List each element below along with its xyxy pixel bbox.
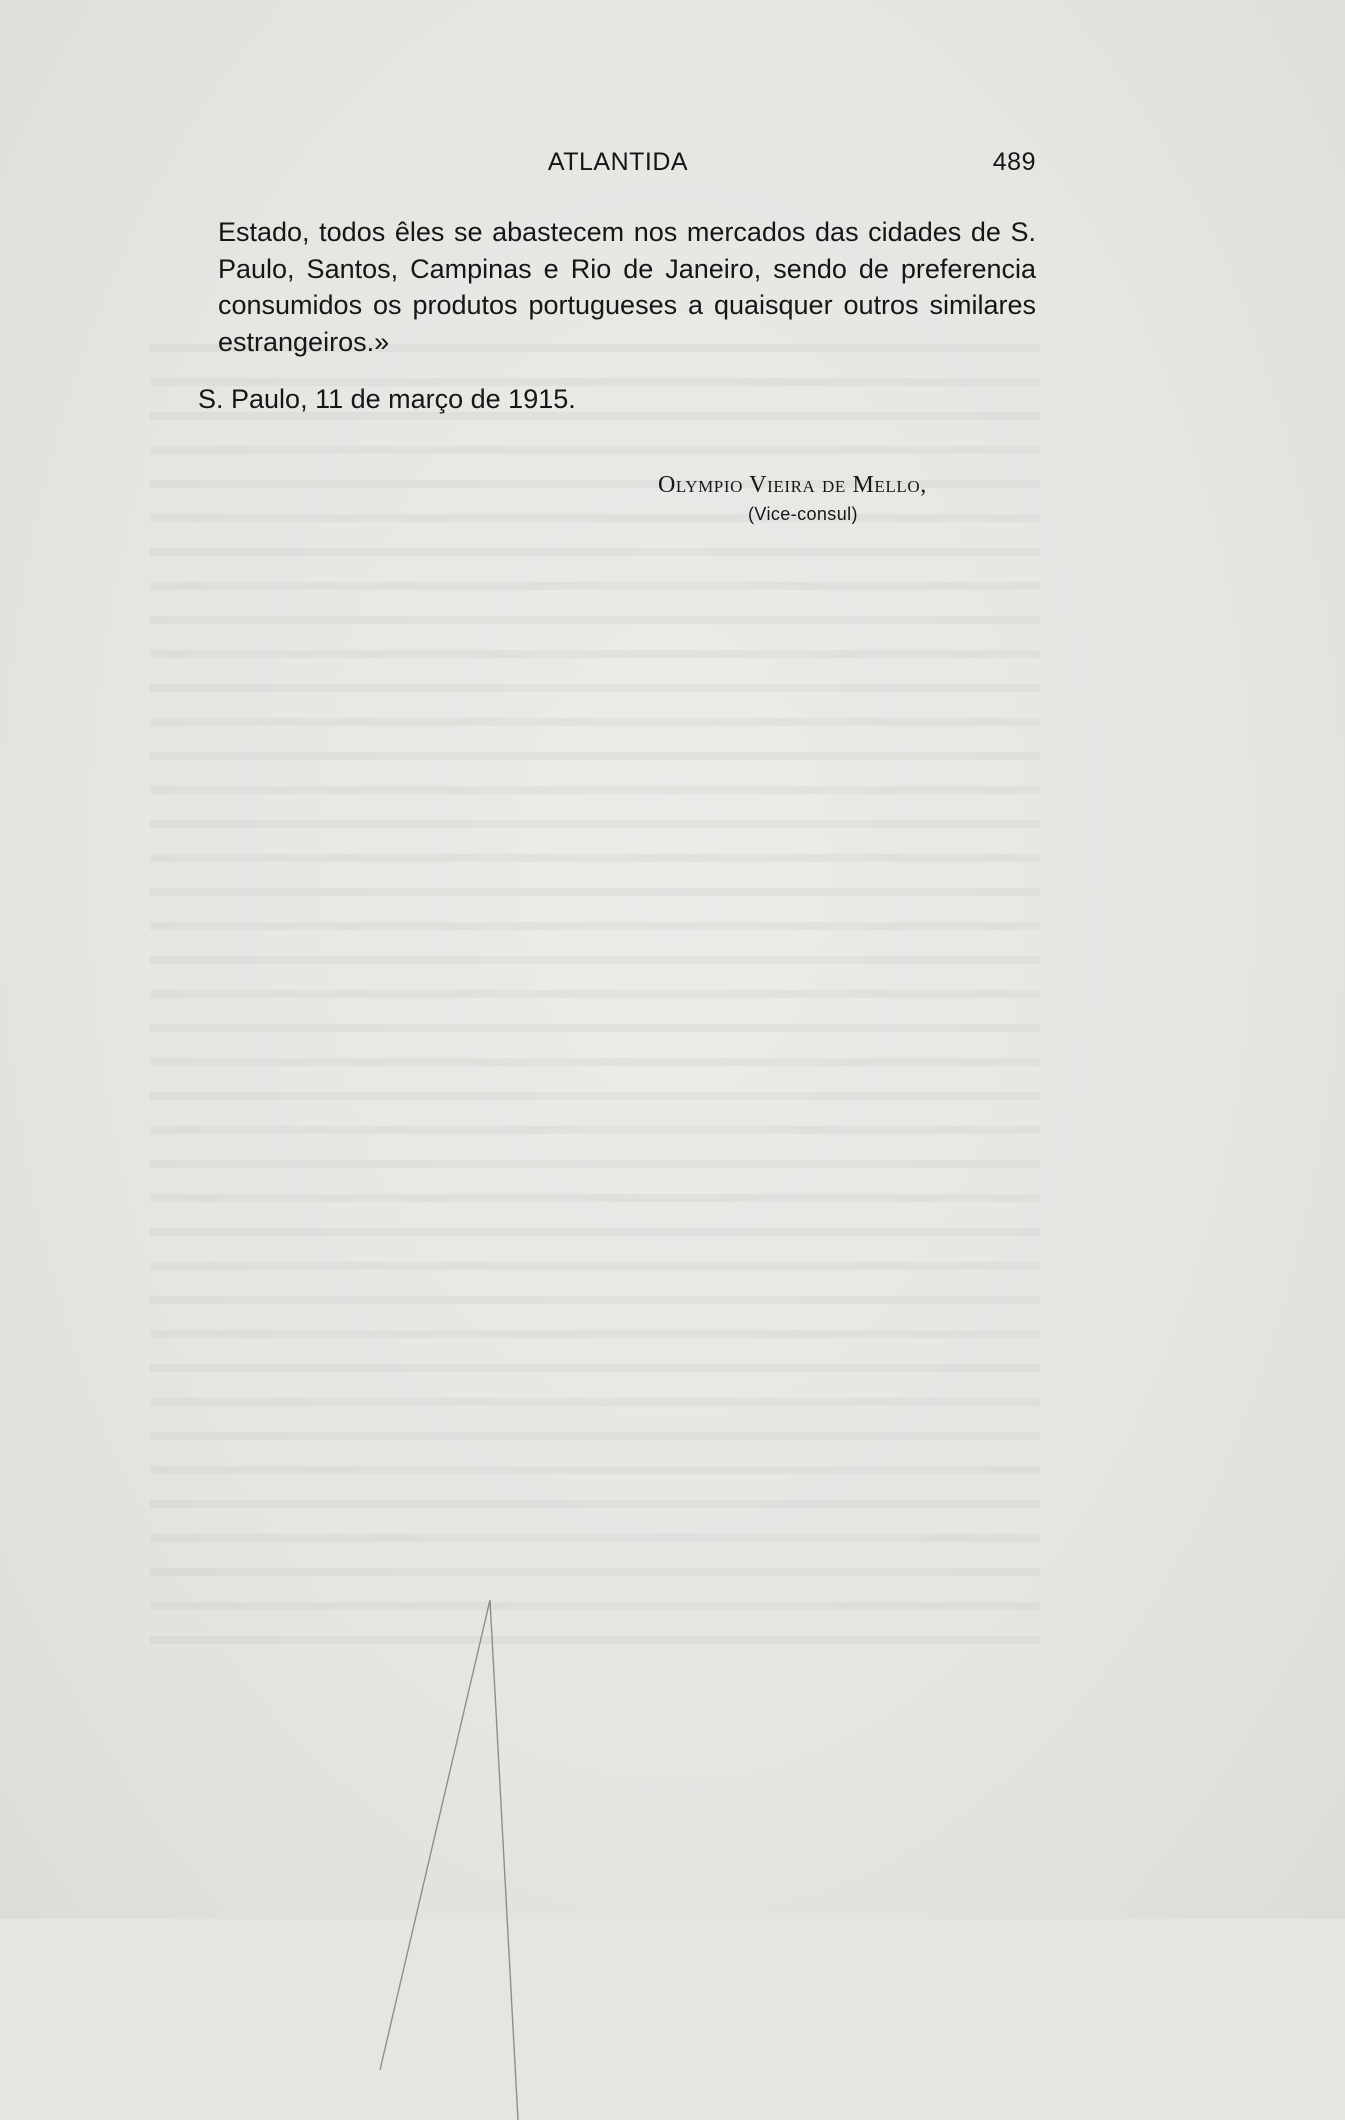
signature-title: (Vice-consul) (748, 504, 858, 524)
journal-title: ATLANTIDA (547, 148, 689, 176)
body-paragraph: Estado, todos êles se abastecem nos mercados das cidades de S. Paulo, Santos, Campinas e Rio de Janeiro, sendo de preferencia consumidos os produtos portugueses a quaisquer outros similares estrangeiros.» (218, 217, 1036, 357)
bleed-through-texture (150, 330, 1040, 1660)
page-number: 489 (992, 148, 1036, 176)
dateline: S. Paulo, 11 de março de 1915. (198, 384, 576, 414)
signature-name: Olympio Vieira de Mello, (658, 472, 927, 498)
pencil-mark-icon (370, 1600, 570, 2120)
running-header (218, 148, 1036, 180)
